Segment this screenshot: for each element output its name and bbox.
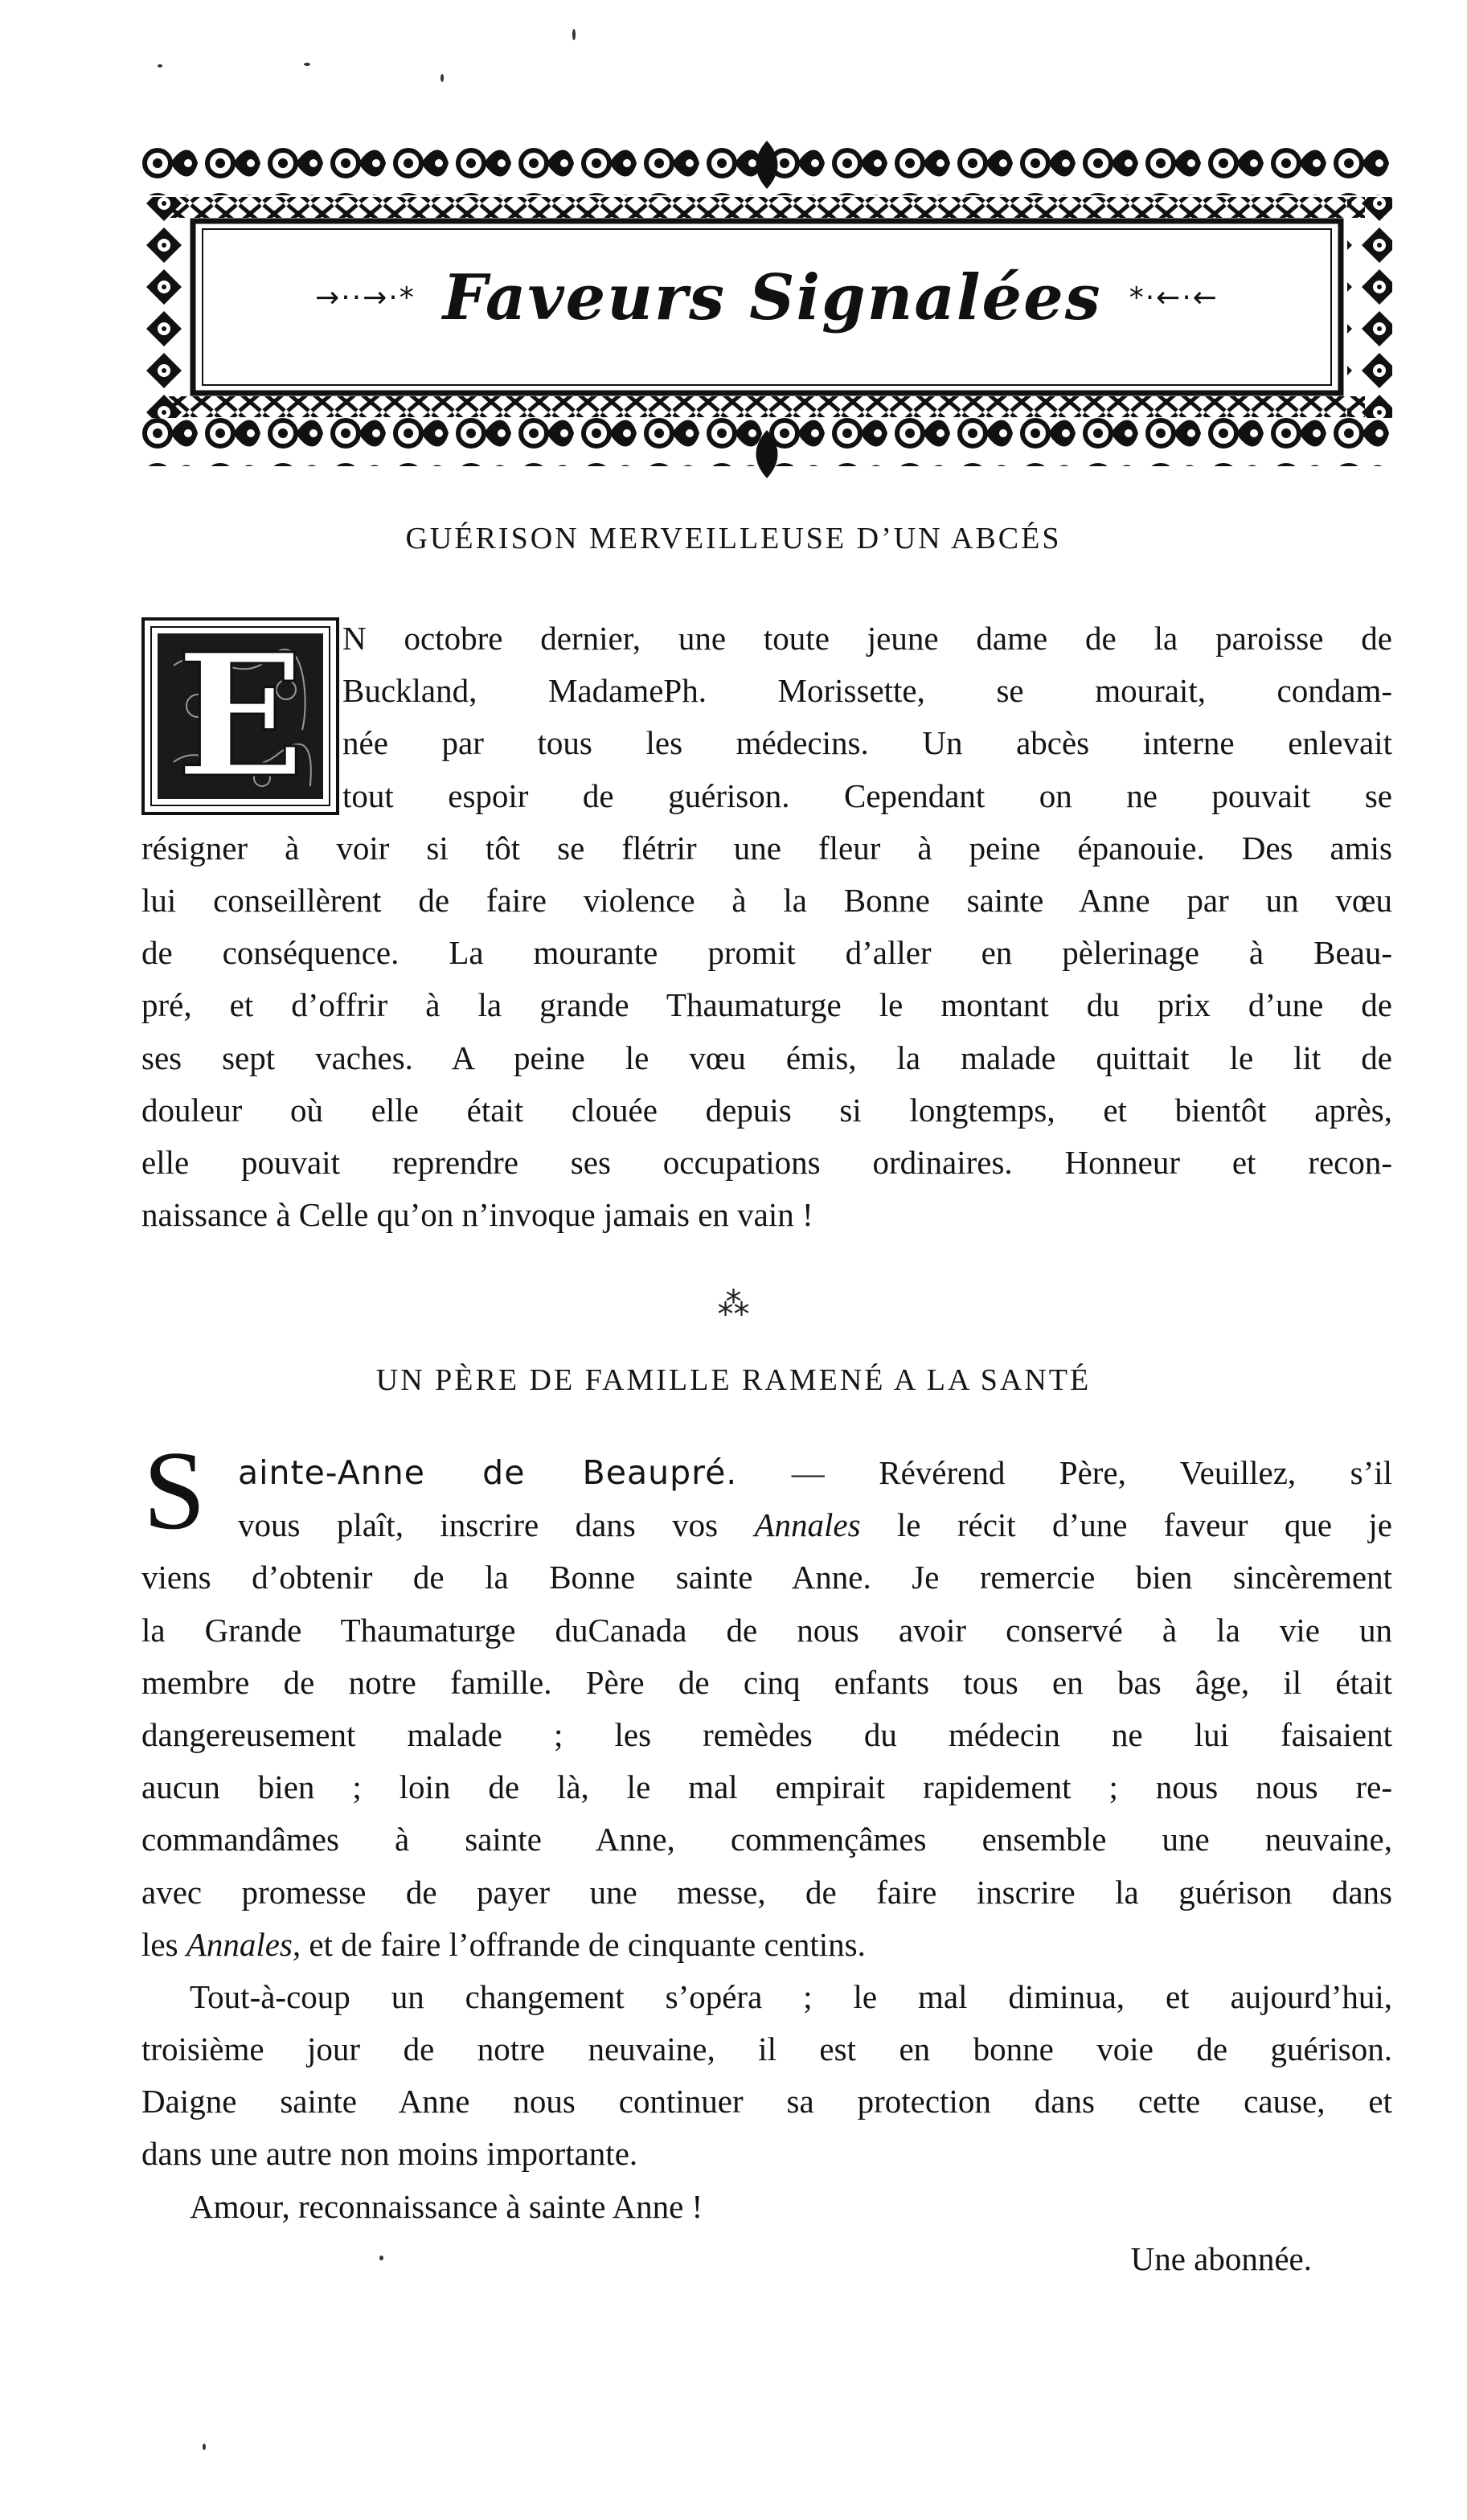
text-line: dangereusement malade ; les remèdes du médecin ne lui faisaient: [141, 1715, 1392, 1753]
right-ornament: *·←·←: [1129, 281, 1219, 314]
text-fragment: et de faire l’offrande de cinquante centins.: [301, 1925, 866, 1963]
text-line: [141, 1499, 1392, 1551]
text-line: tout espoir de guérison. Cependant on ne pouvait se: [342, 776, 1392, 814]
scan-speck: [572, 29, 576, 40]
lead-in-rest: — Révérend Père, Veuillez, s’il: [791, 1454, 1392, 1491]
page-title: Faveurs Signalées: [442, 260, 1102, 334]
text-line: la Grande Thaumaturge duCanada de nous avoir conservé à la vie un: [141, 1611, 1392, 1649]
lead-in-small-caps: ainte-Anne de Beaupré.: [238, 1453, 738, 1492]
signature: Une abonnée.: [1130, 2239, 1312, 2277]
text-line: elle pouvait reprendre ses occupations ordinaires. Honneur et recon-: [141, 1143, 1392, 1181]
text-line: douleur où elle était clouée depuis si longtemps, et bientôt après,: [141, 1091, 1392, 1129]
drop-cap-e: E: [175, 617, 305, 815]
drop-cap-s: S: [143, 1428, 206, 1553]
annales-italic: Annales: [754, 1506, 861, 1544]
scan-speck: [379, 2256, 383, 2260]
section-divider-ornament: ⁂: [717, 1286, 750, 1323]
text-line: lui conseillèrent de faire violence à la Bonne sainte Anne par un vœu: [141, 881, 1392, 919]
text-fragment: vous plaît, inscrire dans vos: [238, 1506, 755, 1544]
text-line: Tout-à-coup un changement s’opéra ; le mal diminua, et aujourd’hui,: [190, 1977, 1392, 2015]
annales-italic: Annales,: [186, 1925, 301, 1963]
text-line: avec promesse de payer une messe, de faire inscrire la guérison dans: [141, 1873, 1392, 1911]
text-line: née par tous les médecins. Un abcès interne enlevait: [342, 724, 1392, 762]
text-line: viens d’obtenir de la Bonne sainte Anne. Je remercie bien sincèrement: [141, 1559, 1392, 1596]
text-line: troisième jour de notre neuvaine, il est en bonne voie de guérison.: [141, 2030, 1392, 2068]
text-line: aucun bien ; loin de là, le mal empirait rapidement ; nous nous re-: [141, 1768, 1392, 1806]
text-line: ses sept vaches. A peine le vœu émis, la malade quittait le lit de: [141, 1039, 1392, 1076]
text-fragment: le récit d’une faveur que je: [860, 1506, 1392, 1544]
text-line: dans une autre non moins importante.: [141, 2135, 638, 2173]
scan-speck: [158, 64, 162, 68]
text-line: commandâmes à sainte Anne, commençâmes ensemble une neuvaine,: [141, 1821, 1392, 1858]
text-line: pré, et d’offrir à la grande Thaumaturge le montant du prix d’une de: [141, 986, 1392, 1024]
text-line: naissance à Celle qu’on n’invoque jamais en vain !: [141, 1196, 813, 1234]
scan-speck: [441, 74, 444, 82]
text-fragment: les: [141, 1925, 186, 1963]
text-line: N octobre dernier, une toute jeune dame de la paroisse de: [342, 620, 1392, 657]
text-line: Daigne sainte Anne nous continuer sa protection dans cette cause, et: [141, 2083, 1392, 2120]
text-line: [141, 1919, 1392, 1971]
text-line: résigner à voir si tôt se flétrir une fleur à peine épanouie. Des amis: [141, 829, 1392, 867]
scan-speck: [203, 2444, 206, 2450]
article2-heading: UN PÈRE DE FAMILLE RAMENÉ A LA SANTÉ: [375, 1363, 1092, 1397]
scan-speck: [304, 63, 310, 66]
article1-body: [141, 613, 1392, 1241]
closing-line: Amour, reconnaissance à sainte Anne !: [190, 2187, 703, 2225]
text-line: [141, 1447, 1392, 1499]
text-line: de conséquence. La mourante promit d’aller en pèlerinage à Beau-: [141, 934, 1392, 972]
left-ornament: →··→·*: [315, 281, 416, 314]
header-title-row: [141, 241, 1392, 354]
text-line: Buckland, MadamePh. Morissette, se mourait, condam-: [342, 672, 1392, 710]
article2-body: [141, 1447, 1392, 2285]
article1-heading: GUÉRISON MERVEILLEUSE D’UN ABCÉS: [405, 522, 1062, 555]
text-line: membre de notre famille. Père de cinq enfants tous en bas âge, il était: [141, 1663, 1392, 1701]
